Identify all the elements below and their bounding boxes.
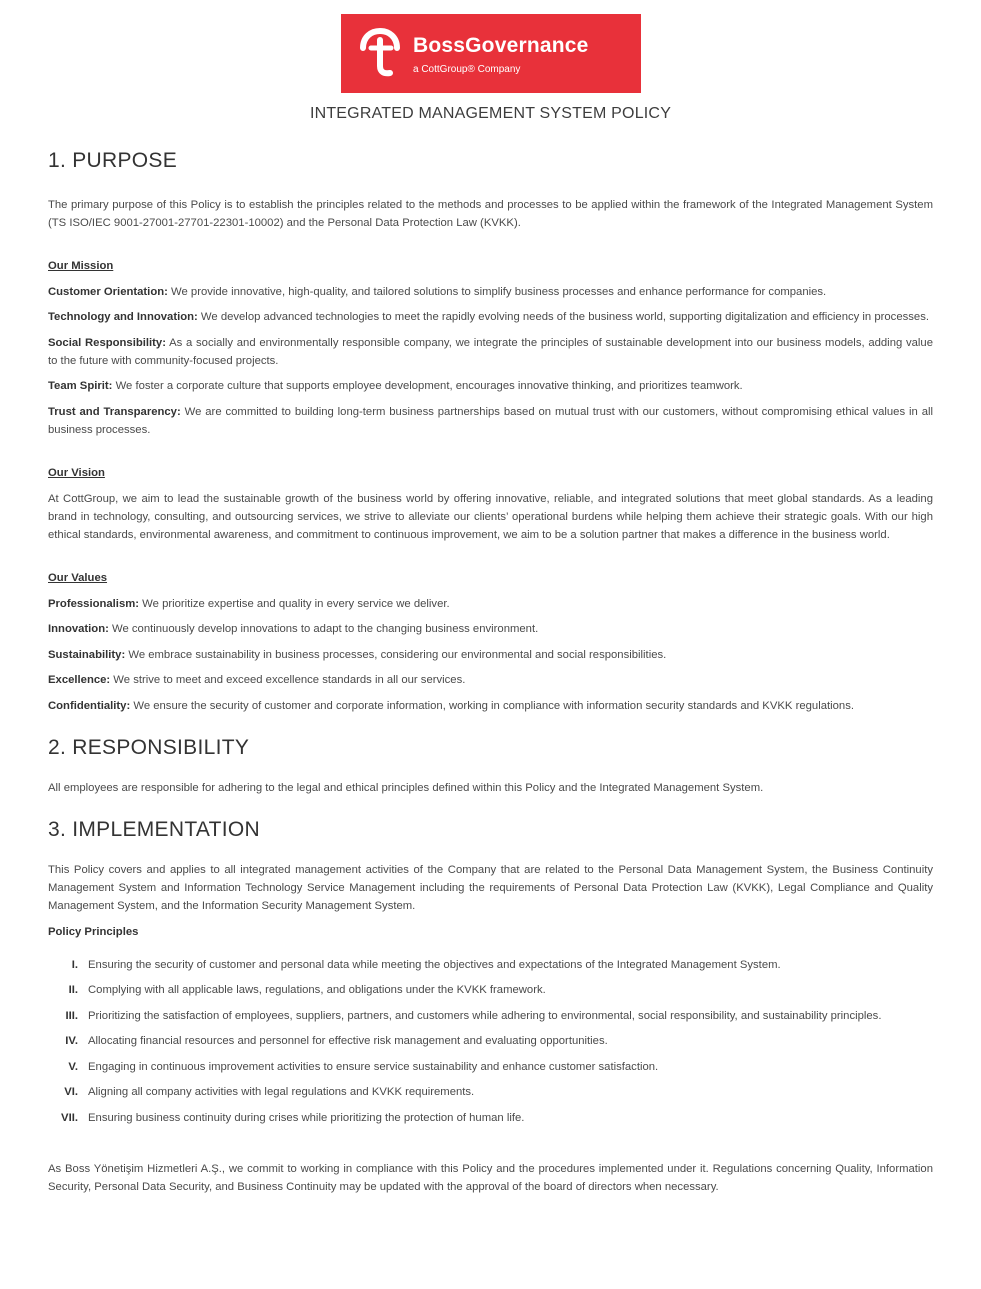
principle-text: Allocating financial resources and personnel for effective risk management and evaluating opportunities. bbox=[88, 1035, 608, 1047]
boss-governance-logo-icon bbox=[357, 28, 403, 78]
principle-number: VII. bbox=[61, 1112, 78, 1124]
section-heading-responsibility: 2. RESPONSIBILITY bbox=[48, 736, 250, 759]
closing-statement: As Boss Yönetişim Hizmetleri A.Ş., we commit to working in compliance with this Policy and the procedures implemented under it. Regulations concerning Quality, Information Security, Personal Data Security, and Business Continuity may be updated with the approval of the board of directors when necessary. bbox=[48, 1163, 933, 1193]
responsibility-text: All employees are responsible for adhering to the legal and ethical principles defined within this Policy and the Integrated Management System. bbox=[48, 782, 764, 794]
mission-item-label: Team Spirit: bbox=[48, 380, 113, 392]
mission-heading: Our Mission bbox=[48, 260, 114, 272]
principle-item bbox=[48, 981, 933, 999]
principle-item bbox=[48, 956, 933, 974]
mission-item-text: We provide innovative, high-quality, and tailored solutions to simplify business processes and enhance performance for companies. bbox=[167, 286, 827, 298]
document-title: INTEGRATED MANAGEMENT SYSTEM POLICY bbox=[309, 105, 672, 122]
value-item-text: We strive to meet and exceed excellence standards in all our services. bbox=[110, 674, 466, 686]
values-heading: Our Values bbox=[48, 572, 108, 584]
policy-principles-heading: Policy Principles bbox=[48, 926, 139, 938]
section-heading-implementation: 3. IMPLEMENTATION bbox=[48, 818, 261, 841]
mission-item-text: We develop advanced technologies to meet the rapidly evolving needs of the business world, supporting digitalization and efficiency in processes. bbox=[197, 311, 929, 323]
value-item bbox=[48, 697, 933, 715]
mission-item bbox=[48, 403, 933, 439]
value-item-text: We prioritize expertise and quality in every service we deliver. bbox=[139, 598, 450, 610]
value-item-label: Professionalism: bbox=[48, 598, 140, 610]
section-heading-purpose: 1. PURPOSE bbox=[48, 149, 178, 172]
mission-item-text: As a socially and environmentally responsible company, we integrate the principles of sustainable development into our business models, adding value to the future with community-focused projects. bbox=[48, 337, 933, 367]
principle-text: Complying with all applicable laws, regulations, and obligations under the KVKK framework. bbox=[88, 984, 546, 996]
mission-item bbox=[48, 283, 933, 301]
principle-item bbox=[48, 1032, 933, 1050]
principle-number: VI. bbox=[64, 1086, 78, 1098]
logo-brand-name: BossGovernance bbox=[413, 34, 589, 57]
value-item bbox=[48, 671, 933, 689]
principle-number: IV. bbox=[65, 1035, 78, 1047]
implementation-text: This Policy covers and applies to all integrated management activities of the Company that are related to the Personal Data Management System, the Business Continuity Management System and Information Technology Service Management including the requirements of Personal Data Protection Law (KVKK), Legal Compliance and Quality Management System, and the Information Security Management System. bbox=[48, 864, 933, 912]
value-item-label: Sustainability: bbox=[48, 649, 126, 661]
value-item-text: We ensure the security of customer and corporate information, working in compliance with information security standards and KVKK regulations. bbox=[130, 700, 854, 712]
principle-text: Aligning all company activities with legal regulations and KVKK requirements. bbox=[88, 1086, 475, 1098]
principle-number: V. bbox=[68, 1061, 78, 1073]
principle-text: Ensuring business continuity during crises while prioritizing the protection of human life. bbox=[88, 1112, 525, 1124]
company-logo bbox=[341, 14, 641, 93]
purpose-intro: The primary purpose of this Policy is to establish the principles related to the methods and processes to be applied within the framework of the Integrated Management System (TS ISO/IEC 9001-27001-27701-22301-10002) and the Personal Data Protection Law (KVKK). bbox=[48, 199, 933, 229]
value-item bbox=[48, 620, 933, 638]
principle-item bbox=[48, 1058, 933, 1076]
mission-item-text: We foster a corporate culture that supports employee development, encourages innovative thinking, and prioritizes teamwork. bbox=[112, 380, 743, 392]
value-item-text: We continuously develop innovations to adapt to the changing business environment. bbox=[108, 623, 539, 635]
principle-text: Ensuring the security of customer and personal data while meeting the objectives and expectations of the Integrated Management System. bbox=[88, 959, 781, 971]
principle-item bbox=[48, 1109, 933, 1127]
value-item bbox=[48, 646, 933, 664]
principle-number: II. bbox=[68, 984, 78, 996]
mission-item bbox=[48, 308, 933, 326]
mission-item-label: Customer Orientation: bbox=[48, 286, 168, 298]
value-item-label: Confidentiality: bbox=[48, 700, 131, 712]
principle-text: Prioritizing the satisfaction of employees, suppliers, partners, and customers while adhering to environmental, social responsibility, and sustainability principles. bbox=[88, 1010, 882, 1022]
value-item-text: We embrace sustainability in business processes, considering our environmental and social responsibilities. bbox=[125, 649, 667, 661]
vision-text: At CottGroup, we aim to lead the sustainable growth of the business world by offering innovative, reliable, and integrated solutions that meet global standards. As a leading brand in technology, consulting, and outsourcing services, we strive to alleviate our clients’ operational burdens while helping them achieve their strategic goals. With our high ethical standards, environmental awareness, and commitment to continuous improvement, we aim to be a solution partner that makes a difference in the business world. bbox=[48, 493, 933, 541]
mission-item bbox=[48, 377, 933, 395]
principle-number: I. bbox=[71, 959, 78, 971]
policy-principles-list bbox=[48, 956, 933, 1127]
principle-item bbox=[48, 1083, 933, 1101]
principle-item bbox=[48, 1007, 933, 1025]
principle-text: Engaging in continuous improvement activities to ensure service sustainability and enhance customer satisfaction. bbox=[88, 1061, 659, 1073]
value-item-label: Excellence: bbox=[48, 674, 111, 686]
mission-item-text: We are committed to building long-term business partnerships based on mutual trust with our customers, without compromising ethical values in all business processes. bbox=[48, 406, 933, 436]
mission-item-label: Trust and Transparency: bbox=[48, 406, 181, 418]
value-item bbox=[48, 595, 933, 613]
principle-number: III. bbox=[65, 1010, 78, 1022]
vision-heading: Our Vision bbox=[48, 467, 105, 479]
logo-subtitle: a CottGroup® Company bbox=[413, 64, 521, 75]
value-item-label: Innovation: bbox=[48, 623, 109, 635]
mission-item-label: Social Responsibility: bbox=[48, 337, 166, 349]
mission-item-label: Technology and Innovation: bbox=[48, 311, 198, 323]
policy-content bbox=[48, 146, 933, 1196]
mission-item bbox=[48, 334, 933, 370]
